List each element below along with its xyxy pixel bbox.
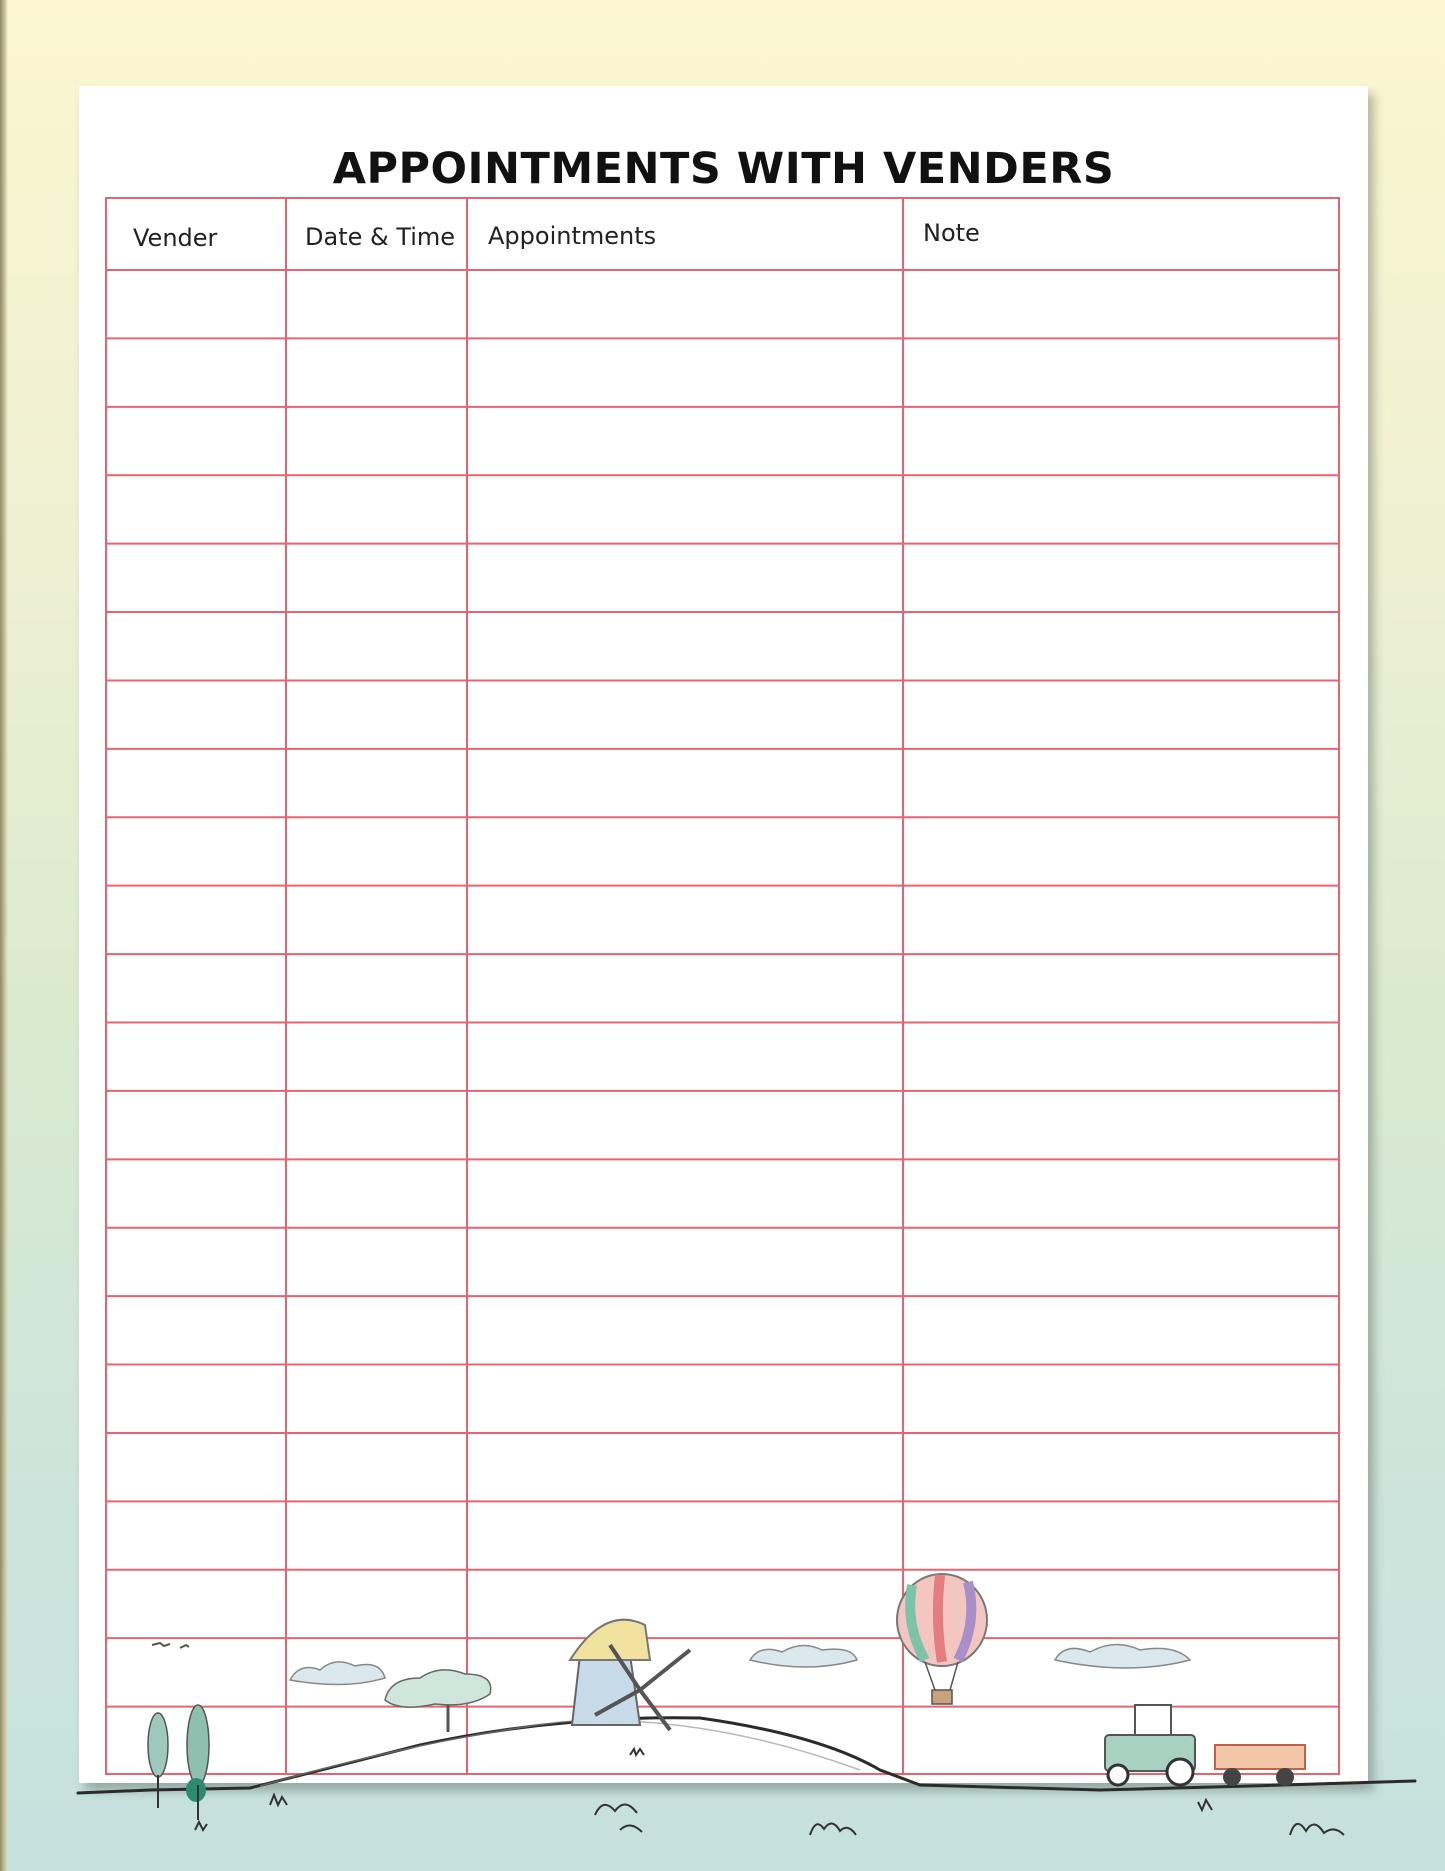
planner-sheet (79, 86, 1368, 1783)
column-header-appointments: Appointments (488, 222, 657, 250)
appointments-table (105, 197, 1340, 1775)
page-title: APPOINTMENTS WITH VENDERS (332, 144, 1115, 194)
page-edge-shadow (0, 0, 8, 1871)
column-header-note: Note (923, 219, 980, 247)
table-grid-lines (105, 197, 1340, 1775)
column-header-vender: Vender (133, 224, 218, 252)
column-header-date-time: Date & Time (305, 223, 456, 251)
